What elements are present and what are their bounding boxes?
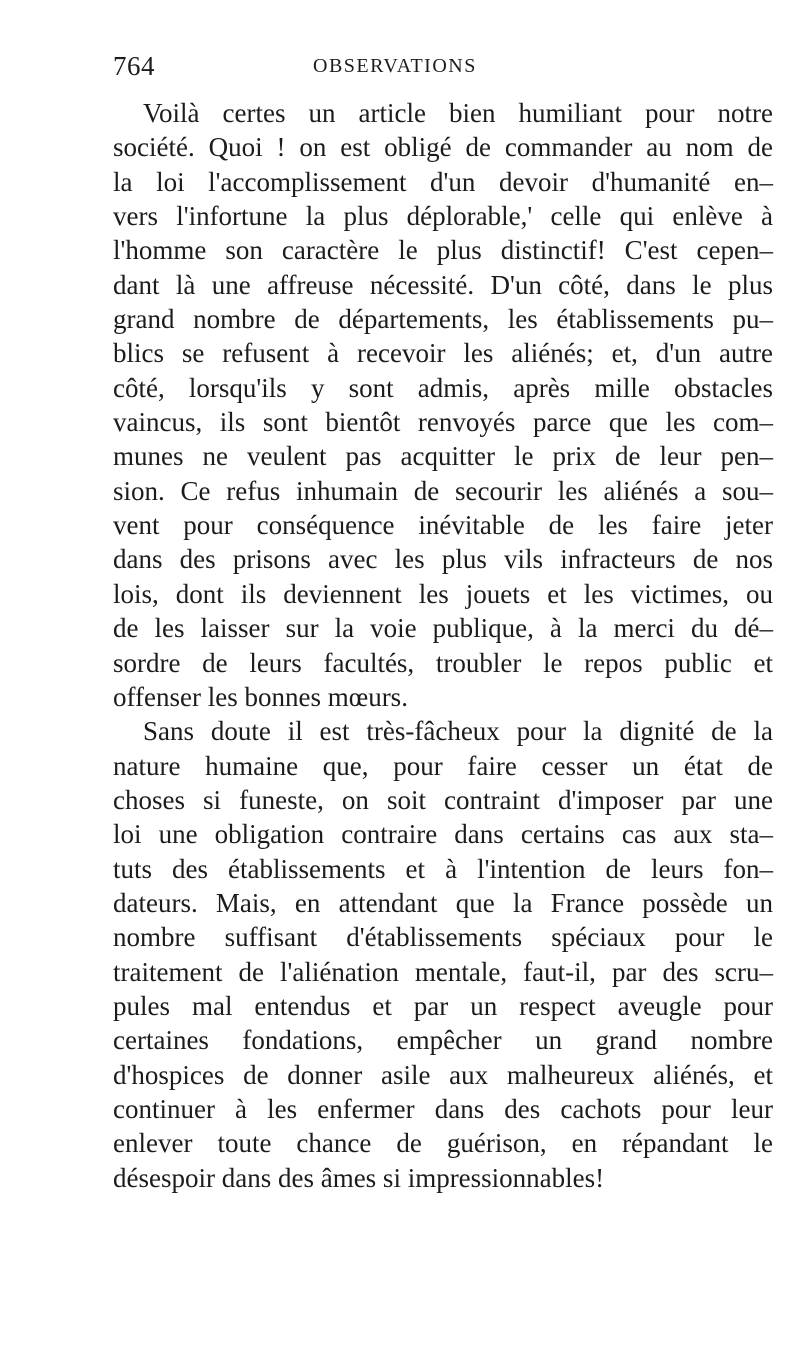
text-line: dans des prisons avec les plus vils infracteurs de nos: [113, 544, 773, 575]
text-line: dateurs. Mais, en attendant que la France possède un: [113, 887, 773, 918]
text-line: société. Quoi ! on est obligé de commander au nom de: [113, 132, 773, 163]
text-line: de les laisser sur la voie publique, à la merci du dé–: [113, 613, 773, 644]
text-line: pules mal entendus et par un respect aveugle pour: [113, 990, 773, 1021]
text-line: désespoir dans des âmes si impressionnables!: [113, 1162, 605, 1193]
text-line: loi une obligation contraire dans certains cas aux sta–: [113, 819, 773, 850]
text-line: nature humaine que, pour faire cesser un état de: [113, 750, 773, 781]
text-line: offenser les bonnes mœurs.: [113, 681, 408, 712]
text-line: choses si funeste, on soit contraint d'imposer par une: [113, 784, 773, 815]
text-line: d'hospices de donner asile aux malheureux aliénés, et: [113, 1059, 773, 1090]
text-line: la loi l'accomplissement d'un devoir d'humanité en–: [113, 166, 773, 197]
text-line: dant là une affreuse nécessité. D'un côté, dans le plus: [113, 269, 773, 300]
text-line: sordre de leurs facultés, troubler le repos public et: [113, 647, 773, 678]
body-text: [113, 96, 773, 1195]
text-line: blics se refusent à recevoir les aliénés; et, d'un autre: [113, 338, 773, 369]
text-line: vent pour conséquence inévitable de les faire jeter: [113, 510, 773, 541]
text-line: vers l'infortune la plus déplorable,' celle qui enlève à: [113, 201, 773, 232]
text-line: sion. Ce refus inhumain de secourir les aliénés a sou–: [113, 475, 773, 506]
text-line: enlever toute chance de guérison, en répandant le: [113, 1128, 773, 1159]
text-line: munes ne veulent pas acquitter le prix de leur pen–: [113, 441, 773, 472]
text-line: côté, lorsqu'ils y sont admis, après mille obstacles: [113, 372, 773, 403]
text-line: continuer à les enfermer dans des cachots pour leur: [113, 1093, 773, 1124]
text-line: grand nombre de départements, les établissements pu–: [113, 304, 773, 335]
text-line: traitement de l'aliénation mentale, faut-il, par des scru–: [113, 956, 773, 987]
page-number: 764: [113, 51, 155, 81]
text-line: nombre suffisant d'établissements spéciaux pour le: [113, 922, 773, 953]
text-line: tuts des établissements et à l'intention de leurs fon–: [113, 853, 773, 884]
text-line: certaines fondations, empêcher un grand nombre: [113, 1025, 773, 1056]
text-line: l'homme son caractère le plus distinctif! C'est cepen–: [113, 235, 773, 266]
text-line: Sans doute il est très-fâcheux pour la dignité de la: [143, 716, 773, 747]
running-title: OBSERVATIONS: [313, 55, 477, 77]
text-line: lois, dont ils deviennent les jouets et les victimes, ou: [113, 578, 773, 609]
text-line: Voilà certes un article bien humiliant pour notre: [143, 98, 773, 128]
text-line: vaincus, ils sont bientôt renvoyés parce que les com–: [113, 407, 773, 438]
running-head: [113, 46, 773, 86]
